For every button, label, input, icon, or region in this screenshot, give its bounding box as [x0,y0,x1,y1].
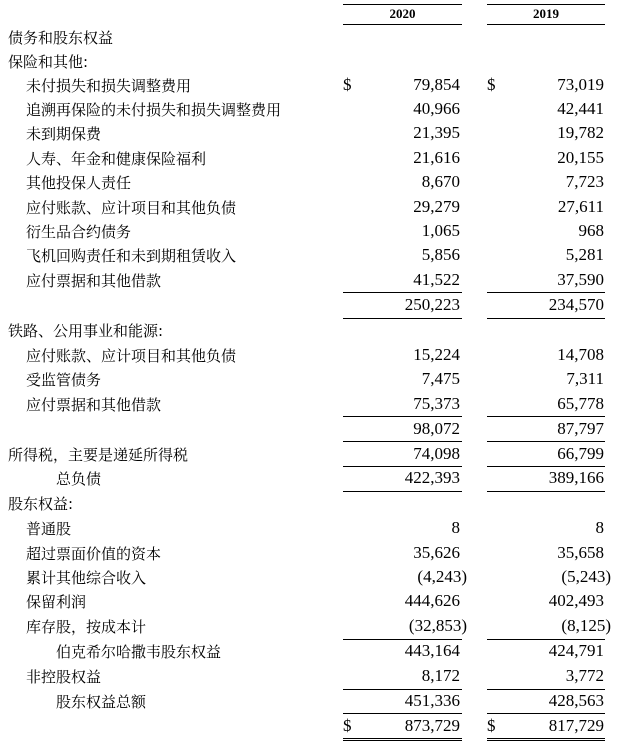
table-row [0,392,619,416]
table-row [0,589,619,613]
column-header-2020: 2020 [389,6,416,21]
table-row [0,343,619,367]
row-label: 总负债 [56,470,102,488]
value-2020: 21,616 [413,148,460,167]
table-row [0,541,619,565]
railroad-subtotal-row [0,417,619,441]
value-2019: 8 [595,518,604,537]
table-row [0,121,619,145]
row-label: 受监管债务 [26,371,102,389]
column-header-2019: 2019 [533,6,559,21]
equity-heading: 股东权益: [8,495,74,513]
value-2020: 79,854 [413,75,460,94]
equity-heading-row [0,491,619,515]
railroad-heading-row [0,318,619,342]
currency-symbol: $ [343,75,352,94]
insurance-subtotal-row [0,293,619,317]
income-tax-row [0,442,619,466]
table-row [0,97,619,121]
value-2019: 424,791 [548,641,604,660]
nci-row [0,664,619,688]
table-row [0,73,619,97]
grand-total-2019: 817,729 [548,716,604,735]
value-2020: 29,279 [413,197,460,216]
subtotal-2019: 234,570 [548,295,604,314]
subtotal-2020: 250,223 [404,295,460,314]
insurance-heading: 保险和其他: [8,53,89,71]
value-2019: 20,155 [557,148,604,167]
table-row [0,516,619,540]
table-row [0,170,619,194]
value-2019: 35,658 [557,543,604,562]
value-2019: 968 [578,221,604,240]
row-label: 所得税，主要是递延所得税 [8,446,189,464]
table-row [0,565,619,589]
table-row [0,219,619,243]
currency-symbol: $ [487,75,496,94]
table-row [0,614,619,638]
value-2020: 8,172 [421,666,460,685]
grand-total-double-rule-2019 [487,738,605,741]
value-2020: 443,164 [404,641,460,660]
row-label: 飞机回购责任和未到期租赁收入 [26,247,237,265]
grand-total-double-rule-2020 [343,738,462,741]
value-2019: 14,708 [557,345,604,364]
railroad-heading: 铁路、公用事业和能源: [8,322,164,340]
value-2019: 7,723 [565,172,604,191]
row-label: 超过票面价值的资本 [26,545,162,563]
value-2020: 35,626 [413,543,460,562]
row-label: 保留利润 [26,593,87,611]
value-2020: 7,475 [421,369,460,388]
section-title-row [0,25,619,49]
value-2019: 73,019 [557,75,604,94]
insurance-heading-row [0,49,619,73]
row-label: 应付票据和其他借款 [26,396,162,414]
value-2019: 7,311 [566,369,604,388]
row-label: 累计其他综合收入 [26,569,147,587]
row-label: 未付损失和损失调整费用 [26,77,192,95]
value-2019: 5,281 [565,245,604,264]
value-2020: 15,224 [413,345,460,364]
row-label: 应付票据和其他借款 [26,272,162,290]
section-title: 债务和股东权益 [8,29,114,47]
value-2020: (4,243) [417,567,467,586]
value-2020: 444,626 [404,591,460,610]
value-2020: 75,373 [413,394,460,413]
grand-total-row [0,714,619,738]
subtotal-2019: 87,797 [557,419,604,438]
table-row [0,367,619,391]
value-2019: 66,799 [557,444,604,463]
value-2020: 40,966 [413,99,460,118]
row-label: 伯克希尔哈撒韦股东权益 [56,643,222,661]
value-2019: 3,772 [565,666,604,685]
row-label: 非控股权益 [26,668,102,686]
currency-symbol: $ [343,716,352,735]
grand-total-2020: 873,729 [404,716,460,735]
table-row [0,243,619,267]
value-2020: (32,853) [408,616,467,635]
row-label: 人寿、年金和健康保险福利 [26,150,207,168]
row-label: 应付账款、应计项目和其他负债 [26,199,237,217]
value-2020: 422,393 [404,468,460,487]
header-rule-2019 [487,4,605,5]
row-label: 普通股 [26,520,72,538]
currency-symbol: $ [487,716,496,735]
value-2020: 5,856 [421,245,460,264]
value-2020: 1,065 [421,221,460,240]
total-liabilities-row [0,466,619,490]
total-equity-row [0,689,619,713]
table-row [0,268,619,292]
value-2020: 41,522 [413,270,460,289]
row-label: 追溯再保险的未付损失和损失调整费用 [26,101,282,119]
value-2020: 8,670 [421,172,460,191]
value-2019: 402,493 [548,591,604,610]
value-2019: (8,125) [561,616,611,635]
value-2019: 37,590 [557,270,604,289]
value-2019: 389,166 [548,468,604,487]
row-label: 应付账款、应计项目和其他负债 [26,347,237,365]
value-2020: 451,336 [404,691,460,710]
table-row [0,146,619,170]
value-2020: 8 [451,518,460,537]
value-2019: 19,782 [557,123,604,142]
value-2019: 42,441 [557,99,604,118]
row-label: 未到期保费 [26,125,102,143]
value-2019: 65,778 [557,394,604,413]
value-2019: (5,243) [561,567,611,586]
table-row [0,195,619,219]
row-label: 库存股，按成本计 [26,618,147,636]
value-2020: 21,395 [413,123,460,142]
row-label: 其他投保人责任 [26,174,132,192]
row-label: 股东权益总额 [56,693,147,711]
value-2019: 27,611 [557,197,604,216]
subtotal-2020: 98,072 [413,419,460,438]
value-2020: 74,098 [413,444,460,463]
value-2019: 428,563 [548,691,604,710]
header-rule-2020 [343,4,462,5]
bh-equity-row [0,639,619,663]
row-label: 衍生品合约债务 [26,223,132,241]
